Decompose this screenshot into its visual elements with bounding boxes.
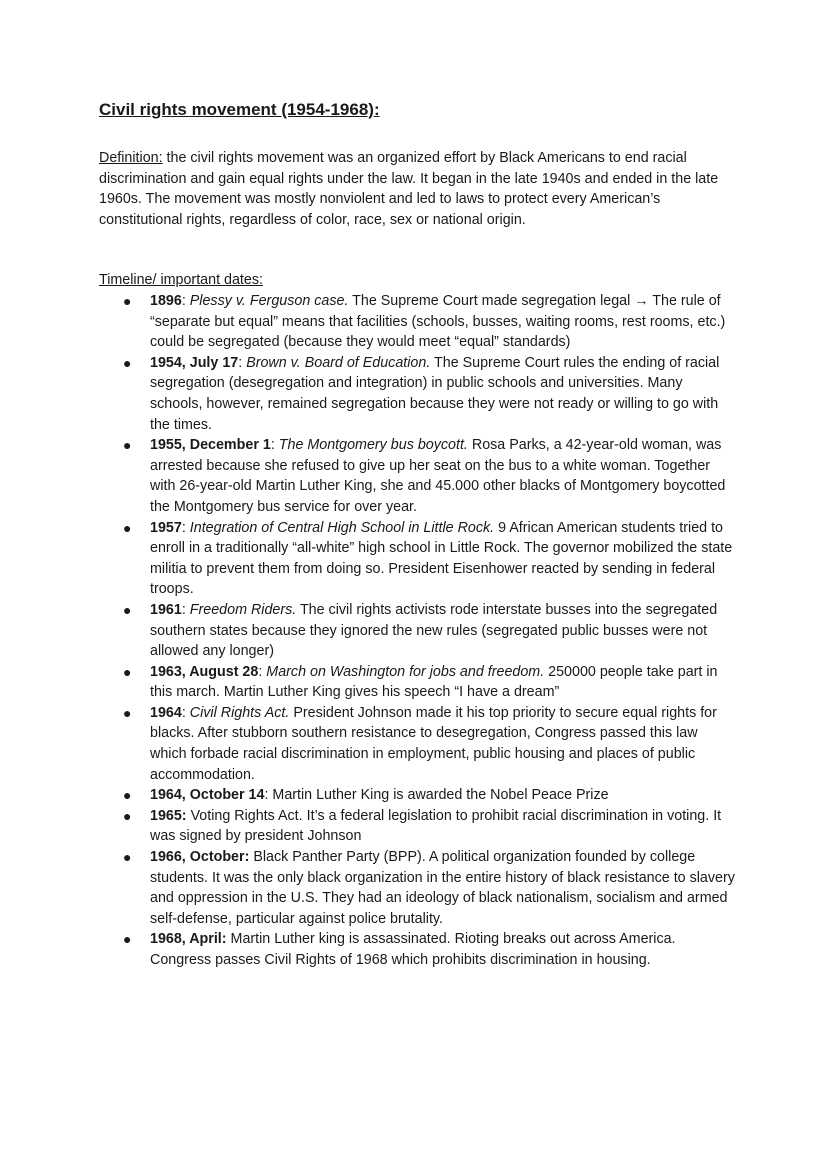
timeline-date: 1896 (150, 293, 182, 309)
bullet-icon: ● (123, 519, 132, 536)
timeline-separator: : (181, 293, 190, 309)
timeline-separator: : (238, 354, 247, 371)
timeline-text: The Supreme Court rules the ending of racial segregation (desegregation and integration) in public schools and universities. Many schools, however, remained segregation because they were not ready or willing to go with the times. (150, 354, 720, 433)
bullet-icon: ● (123, 437, 132, 454)
timeline-event: The Montgomery bus boycott. (278, 437, 468, 454)
timeline-text: President Johnson made it his top priority to secure equal rights for blacks. After stubborn southern resistance to desegregation, Congress passed this law which forbade racial discrimination in employment, public housing and places of public accommodation. (150, 704, 717, 783)
timeline-event: Civil Rights Act. (189, 704, 290, 721)
timeline-event: Plessy v. Ferguson case. (189, 293, 349, 309)
page-title: Civil rights movement (1954-1968): (99, 100, 380, 119)
timeline-date: 1964, October 14 (150, 787, 265, 804)
timeline-date: 1957 (150, 519, 182, 536)
timeline-item (123, 785, 735, 806)
definition-label: Definition: (99, 150, 163, 166)
bullet-icon: ● (123, 663, 132, 680)
timeline-item (123, 435, 735, 517)
timeline-text: Rosa Parks, a 42-year-old woman, was arrested because she refused to give up her seat on the bus to a white woman. Together with 26-year-old Martin Luther King, she and 45.000 other blacks of Montgomery boycotted the Montgomery bus service for over year. (150, 437, 726, 515)
timeline-text: 250000 people take part in this march. Martin Luther King gives his speech “I have a dream” (150, 663, 718, 701)
timeline-text: The Supreme Court made segregation legal → The rule of “separate but equal” means that facilities (schools, busses, waiting rooms, rest rooms, etc.) could be segregated (because they would meet “equal” standards) (150, 293, 726, 351)
definition-text: the civil rights movement was an organized effort by Black Americans to end racial discrimination and gain equal rights under the law. It began in the late 1940s and ended in the late 1960s. The movement was mostly nonviolent and led to laws to protect every American’s constitutional rights, regardless of color, race, sex or national origin. (99, 150, 719, 228)
bullet-icon: ● (123, 931, 132, 948)
timeline-event: Freedom Riders. (189, 601, 297, 618)
timeline-item (123, 518, 735, 600)
timeline-item (123, 929, 735, 970)
timeline-date: 1966, October: (150, 849, 250, 866)
timeline-separator: : (264, 787, 273, 804)
bullet-icon: ● (123, 807, 132, 824)
bullet-icon: ● (123, 601, 132, 618)
bullet-icon: ● (123, 293, 132, 309)
bullet-icon: ● (123, 787, 132, 804)
timeline-item (123, 291, 735, 353)
timeline-item (123, 703, 735, 785)
timeline-date: 1963, August 28 (150, 663, 259, 680)
timeline-date: 1965: (150, 807, 187, 824)
bullet-icon: ● (123, 354, 132, 371)
timeline-text: Martin Luther King is awarded the Nobel Peace Prize (272, 787, 609, 804)
timeline-item (123, 847, 735, 929)
timeline-text: Black Panther Party (BPP). A political organization founded by college students. It was the only black organization in the entire history of black resistance to slavery and oppression in the U.S. They had an ideology of black nationalism, socialism and armed self-defense, particular against police brutality. (150, 849, 735, 927)
timeline-date: 1968, April: (150, 931, 227, 948)
timeline-item (123, 600, 735, 662)
timeline-separator: : (181, 601, 190, 618)
bullet-icon: ● (123, 704, 132, 721)
timeline-text: 9 African American students tried to enroll in a traditionally “all-white” high school in Little Rock. The governor mobilized the state militia to prevent them from doing so. President Eisenhower reacted by sending in federal troops. (150, 519, 733, 598)
timeline-list (123, 291, 735, 971)
timeline-event: March on Washington for jobs and freedom. (266, 663, 545, 680)
timeline-text: The civil rights activists rode interstate busses into the segregated southern states because they ignored the new rules (segregated public busses were not allowed any longer) (150, 601, 718, 660)
timeline-text: Voting Rights Act. It’s a federal legislation to prohibit racial discrimination in voting. It was signed by president Johnson (150, 807, 722, 845)
timeline-item (123, 662, 735, 703)
timeline-event: Integration of Central High School in Little Rock. (189, 519, 495, 536)
timeline-date: 1954, July 17 (150, 354, 239, 371)
timeline-text: Martin Luther king is assassinated. Rioting breaks out across America. Congress passes Civil Rights of 1968 which prohibits discrimination in housing. (150, 931, 676, 968)
timeline-item (123, 353, 735, 435)
timeline-separator: : (181, 519, 190, 536)
timeline-heading: Timeline/ important dates: (99, 272, 263, 288)
definition-paragraph (99, 148, 739, 230)
timeline-date: 1955, December 1 (150, 437, 271, 454)
timeline-separator: : (181, 704, 190, 721)
timeline-separator: : (258, 663, 267, 680)
timeline-item (123, 806, 735, 847)
bullet-icon: ● (123, 849, 132, 866)
timeline-date: 1964 (150, 704, 182, 721)
timeline-separator: : (270, 437, 279, 454)
timeline-event: Brown v. Board of Education. (246, 354, 431, 371)
timeline-date: 1961 (150, 601, 182, 618)
